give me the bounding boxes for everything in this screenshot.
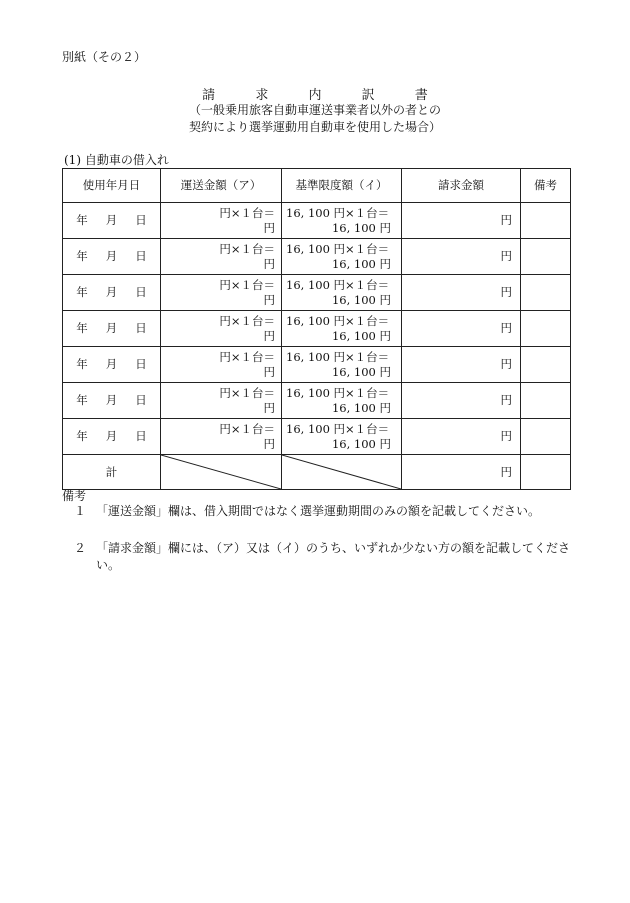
date-cell[interactable]	[63, 203, 161, 239]
title-char: 訳	[361, 88, 375, 103]
total-slash-cell	[282, 455, 402, 490]
base-limit-line-2: 16, 100 円	[331, 292, 391, 307]
total-remarks[interactable]	[521, 455, 571, 490]
day-label: 日	[135, 249, 147, 263]
claim-amount-cell[interactable]: 円	[402, 275, 521, 311]
table-row	[63, 347, 571, 383]
table-row	[63, 239, 571, 275]
total-row	[63, 455, 571, 490]
base-limit-cell	[282, 383, 402, 419]
claim-amount-cell[interactable]: 円	[402, 311, 521, 347]
base-limit-line-1: 16, 100 円×１台＝	[286, 313, 390, 328]
day-label: 日	[135, 213, 147, 227]
note-item	[74, 503, 570, 520]
header-base-limit: 基準限度額（イ）	[282, 169, 402, 203]
month-label: 月	[105, 285, 118, 299]
date-cell[interactable]	[63, 347, 161, 383]
base-limit-line-2: 16, 100 円	[331, 256, 391, 271]
total-slash-cell	[161, 455, 282, 490]
date-cell[interactable]	[63, 275, 161, 311]
year-label: 年	[76, 249, 88, 263]
claim-amount-cell[interactable]: 円	[402, 239, 521, 275]
transport-amount-cell[interactable]	[161, 311, 282, 347]
base-limit-line-1: 16, 100 円×１台＝	[286, 205, 390, 220]
note-number: １	[74, 504, 87, 518]
note-item	[74, 540, 570, 574]
transport-amount-line-2: 円	[263, 328, 275, 343]
transport-amount-cell[interactable]	[161, 275, 282, 311]
claim-amount-cell[interactable]: 円	[402, 383, 521, 419]
remarks-cell[interactable]	[521, 419, 571, 455]
title-char: 求	[255, 88, 269, 103]
header-remarks: 備考	[521, 169, 571, 203]
total-claim-amount[interactable]: 円	[402, 455, 521, 490]
base-limit-line-2: 16, 100 円	[331, 400, 391, 415]
base-limit-line-2: 16, 100 円	[331, 364, 391, 379]
base-limit-cell	[282, 419, 402, 455]
transport-amount-line-2: 円	[263, 220, 275, 235]
transport-amount-cell[interactable]	[161, 383, 282, 419]
date-cell[interactable]	[63, 419, 161, 455]
title-char: 書	[414, 88, 428, 103]
date-cell[interactable]	[63, 311, 161, 347]
header-claim-amount: 請求金額	[402, 169, 521, 203]
table-row	[63, 383, 571, 419]
base-limit-line-2: 16, 100 円	[331, 220, 391, 235]
transport-amount-cell[interactable]	[161, 347, 282, 383]
day-label: 日	[135, 393, 147, 407]
transport-amount-cell[interactable]	[161, 419, 282, 455]
subtitle-line-1: （一般乗用旅客自動車運送事業者以外の者との	[188, 103, 441, 117]
notes-title: 備考	[62, 489, 87, 503]
remarks-cell[interactable]	[521, 383, 571, 419]
claim-amount-cell[interactable]: 円	[402, 347, 521, 383]
transport-amount-line-2: 円	[263, 256, 275, 271]
base-limit-cell	[282, 347, 402, 383]
remarks-cell[interactable]	[521, 203, 571, 239]
year-label: 年	[76, 429, 88, 443]
header-date: 使用年月日	[63, 169, 161, 203]
table-row	[63, 419, 571, 455]
base-limit-cell	[282, 275, 402, 311]
transport-amount-cell[interactable]	[161, 203, 282, 239]
transport-amount-line-1: 円×１台＝	[219, 421, 275, 436]
date-cell[interactable]	[63, 383, 161, 419]
year-label: 年	[76, 285, 88, 299]
remarks-cell[interactable]	[521, 239, 571, 275]
table-row	[63, 311, 571, 347]
day-label: 日	[135, 429, 147, 443]
title-char: 請	[202, 88, 216, 103]
base-limit-line-2: 16, 100 円	[331, 328, 391, 343]
year-label: 年	[76, 357, 88, 371]
transport-amount-line-2: 円	[263, 292, 275, 307]
claim-table	[62, 168, 571, 490]
transport-amount-line-2: 円	[263, 364, 275, 379]
total-label: 計	[63, 455, 161, 490]
transport-amount-cell[interactable]	[161, 239, 282, 275]
base-limit-line-1: 16, 100 円×１台＝	[286, 277, 390, 292]
transport-amount-line-2: 円	[263, 436, 275, 451]
transport-amount-line-1: 円×１台＝	[219, 313, 275, 328]
table-row	[63, 275, 571, 311]
note-text: 「請求金額」欄には、（ア）又は（イ）のうち、いずれか少ない方の額を記載してください。	[96, 541, 571, 572]
table-row	[63, 203, 571, 239]
day-label: 日	[135, 321, 147, 335]
remarks-cell[interactable]	[521, 275, 571, 311]
header-transport-amount: 運送金額（ア）	[161, 169, 282, 203]
transport-amount-line-1: 円×１台＝	[219, 277, 275, 292]
transport-amount-line-2: 円	[263, 400, 275, 415]
section-label: (1) 自動車の借入れ	[64, 153, 169, 167]
remarks-cell[interactable]	[521, 347, 571, 383]
month-label: 月	[105, 357, 118, 371]
month-label: 月	[105, 321, 118, 335]
base-limit-line-1: 16, 100 円×１台＝	[286, 241, 390, 256]
transport-amount-line-1: 円×１台＝	[219, 241, 275, 256]
month-label: 月	[105, 393, 118, 407]
month-label: 月	[105, 213, 118, 227]
year-label: 年	[76, 213, 88, 227]
base-limit-line-1: 16, 100 円×１台＝	[286, 349, 390, 364]
year-label: 年	[76, 321, 88, 335]
attachment-label: 別紙（その２）	[62, 50, 147, 64]
base-limit-line-2: 16, 100 円	[331, 436, 391, 451]
claim-amount-cell[interactable]: 円	[402, 203, 521, 239]
base-limit-cell	[282, 203, 402, 239]
title-char: 内	[308, 88, 322, 103]
remarks-cell[interactable]	[521, 311, 571, 347]
note-number: ２	[74, 541, 87, 555]
day-label: 日	[135, 285, 147, 299]
base-limit-line-1: 16, 100 円×１台＝	[286, 421, 390, 436]
date-cell[interactable]	[63, 239, 161, 275]
transport-amount-line-1: 円×１台＝	[219, 385, 275, 400]
day-label: 日	[135, 357, 147, 371]
transport-amount-line-1: 円×１台＝	[219, 205, 275, 220]
note-text: 「運送金額」欄は、借入期間ではなく選挙運動期間のみの額を記載してください。	[96, 504, 541, 518]
month-label: 月	[105, 429, 118, 443]
month-label: 月	[105, 249, 118, 263]
claim-amount-cell[interactable]: 円	[402, 419, 521, 455]
table-header-row	[63, 169, 571, 203]
transport-amount-line-1: 円×１台＝	[219, 349, 275, 364]
base-limit-cell	[282, 311, 402, 347]
base-limit-line-1: 16, 100 円×１台＝	[286, 385, 390, 400]
subtitle-line-2: 契約により選挙運動用自動車を使用した場合）	[188, 120, 441, 134]
year-label: 年	[76, 393, 88, 407]
base-limit-cell	[282, 239, 402, 275]
